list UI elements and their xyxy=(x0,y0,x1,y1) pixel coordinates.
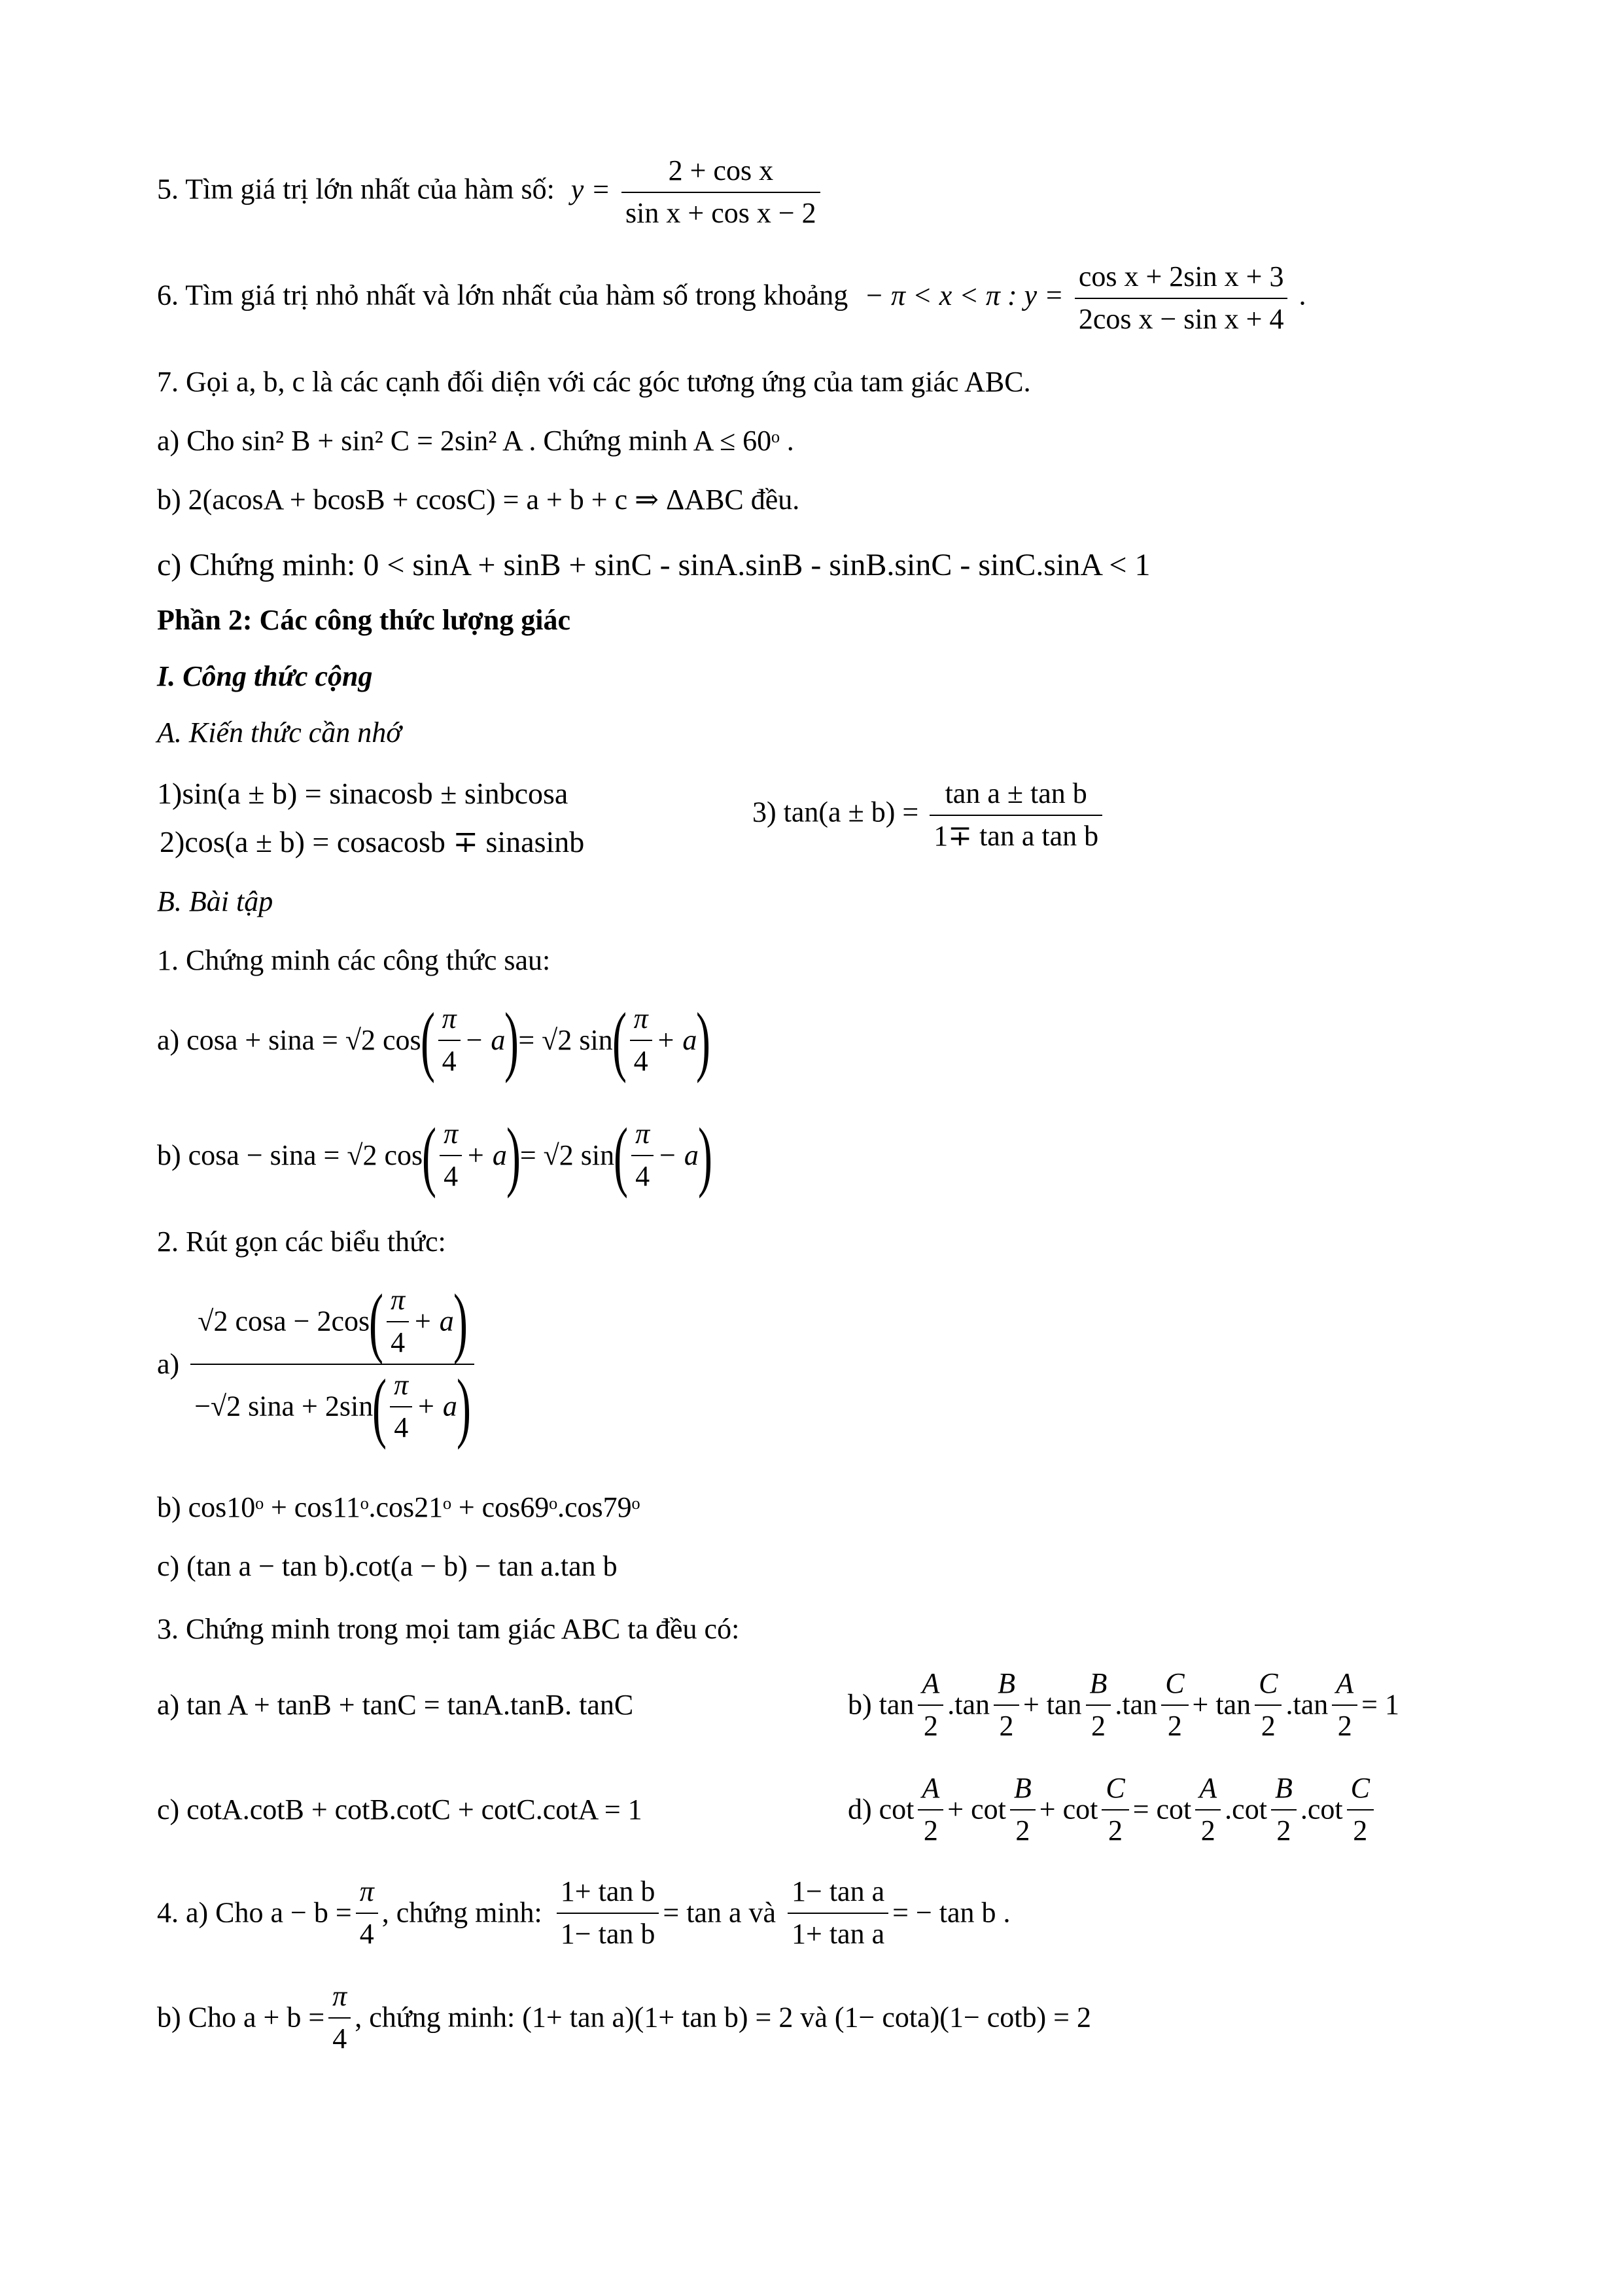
problem-7b: b) 2(acosA + bcosB + ccosC) = a + b + c ⇒ ΔABC đều. xyxy=(157,484,800,516)
exercise-1a-inner-1: − a xyxy=(464,1024,506,1056)
pi-over-4-fraction xyxy=(630,1002,652,1078)
pi-symbol: π xyxy=(356,1875,378,1914)
two-digit: 2 xyxy=(1108,1814,1123,1846)
problem-6-fraction xyxy=(1075,260,1288,336)
exercise-4a-fraction-1 xyxy=(557,1875,659,1951)
right-paren: ) xyxy=(506,1112,521,1199)
right-paren: ) xyxy=(453,1278,468,1365)
problem-7c: c) Chứng minh: 0 < sinA + sinB + sinC - sinA.sinB - sinB.sinC - sinC.sinA < 1 xyxy=(157,548,1151,582)
exercise-1a-inner-2: + a xyxy=(655,1024,697,1056)
four-digit: 4 xyxy=(394,1411,409,1443)
c-over-2-fraction xyxy=(1102,1772,1128,1847)
exercise-4a-pre: 4. a) Cho a − b = xyxy=(157,1896,352,1929)
exercise-4a xyxy=(157,1875,1011,1951)
a-over-2-fraction xyxy=(1332,1667,1357,1742)
formula-2: 2)cos(a ± b) = cosacosb ∓ sinasinb xyxy=(160,825,585,858)
two-digit: 2 xyxy=(1353,1814,1368,1846)
exercise-2: 2. Rút gọn các biểu thức: xyxy=(157,1226,446,1258)
pi-symbol: π xyxy=(328,1980,351,2019)
two-digit: 2 xyxy=(1015,1814,1030,1846)
tan-op: .tan xyxy=(1285,1688,1329,1721)
letter-c: C xyxy=(1347,1772,1374,1810)
exercise-3: 3. Chứng minh trong mọi tam giác ABC ta đều có: xyxy=(157,1613,740,1645)
pi-over-4-fraction xyxy=(328,1980,351,2055)
cot-op: .cot xyxy=(1300,1793,1343,1826)
problem-6 xyxy=(157,260,1306,336)
problem-6-denominator: 2cos x − sin x + 4 xyxy=(1078,302,1284,335)
two-digit: 2 xyxy=(999,1709,1014,1742)
formula-1: 1)sin(a ± b) = sinacosb ± sinbcosa xyxy=(157,777,568,810)
exercise-3d xyxy=(848,1772,1378,1847)
b-over-2-fraction xyxy=(994,1667,1019,1742)
a-over-2-fraction xyxy=(1195,1772,1221,1847)
problem-7a: a) Cho sin² B + sin² C = 2sin² A . Chứng minh A ≤ 60ᵒ . xyxy=(157,425,794,457)
exercise-2c: c) (tan a − tan b).cot(a − b) − tan a.tan b xyxy=(157,1550,618,1582)
right-paren: ) xyxy=(697,1112,712,1199)
exercise-3a: a) tan A + tanB + tanC = tanA.tanB. tanC xyxy=(157,1689,634,1721)
exercise-4a-result-1: = tan a và xyxy=(663,1896,777,1929)
left-paren: ( xyxy=(372,1363,387,1450)
exercise-1a xyxy=(157,997,711,1084)
exercise-2a-denominator-pre: −√2 sina + 2sin xyxy=(194,1390,374,1422)
exercise-1b xyxy=(157,1112,712,1199)
pi-over-4-fraction xyxy=(440,1118,462,1193)
b-over-2-fraction xyxy=(1010,1772,1036,1847)
tan-op: .tan xyxy=(1115,1688,1158,1721)
problem-5-fraction xyxy=(621,154,820,230)
exercise-1b-pre: b) cosa − sina = √2 cos xyxy=(157,1139,423,1171)
cot-op: .cot xyxy=(1225,1793,1267,1826)
problem-5-lhs: y = xyxy=(570,173,611,205)
exercise-4a-numerator-1: 1+ tan b xyxy=(557,1875,659,1914)
formula-3-lhs: 3) tan(a ± b) = xyxy=(752,796,919,828)
letter-b: B xyxy=(1010,1772,1036,1810)
two-digit: 2 xyxy=(1167,1709,1182,1742)
two-digit: 2 xyxy=(1337,1709,1352,1742)
exercise-3d-label: d) cot xyxy=(848,1793,915,1826)
pi-symbol: π xyxy=(390,1369,412,1407)
section-b-heading: B. Bài tập xyxy=(157,885,273,917)
two-digit: 2 xyxy=(1276,1814,1291,1846)
pi-over-4-fraction xyxy=(390,1369,412,1444)
pi-symbol: π xyxy=(438,1002,461,1041)
c-over-2-fraction xyxy=(1347,1772,1374,1847)
exercise-4a-numerator-2: 1− tan a xyxy=(788,1875,888,1914)
formula-3-numerator: tan a ± tan b xyxy=(930,777,1102,816)
exercise-1a-pre: a) cosa + sina = √2 cos xyxy=(157,1024,421,1056)
letter-b: B xyxy=(1086,1667,1111,1706)
exercise-4b-pre: b) Cho a + b = xyxy=(157,2001,325,2034)
problem-7: 7. Gọi a, b, c là các cạnh đối diện với các góc tương ứng của tam giác ABC. xyxy=(157,366,1031,398)
exercise-2a-label: a) xyxy=(157,1348,180,1380)
exercise-2a-fraction xyxy=(190,1278,474,1450)
four-digit: 4 xyxy=(332,2022,347,2055)
exercise-2a-numerator xyxy=(190,1278,474,1365)
b-over-2-fraction xyxy=(1086,1667,1111,1742)
four-digit: 4 xyxy=(633,1045,648,1077)
problem-6-lhs: y = xyxy=(1024,279,1064,311)
left-paren: ( xyxy=(369,1278,384,1365)
part-2-heading: Phần 2: Các công thức lượng giác xyxy=(157,604,571,636)
tan-op: + tan xyxy=(1022,1688,1082,1721)
problem-5-label: 5. Tìm giá trị lớn nhất của hàm số: xyxy=(157,173,555,205)
exercise-1b-inner-2: − a xyxy=(657,1139,699,1171)
a-over-2-fraction xyxy=(918,1667,943,1742)
letter-c: C xyxy=(1102,1772,1128,1810)
two-digit: 2 xyxy=(1200,1814,1215,1846)
exercise-4a-denominator-1: 1− tan b xyxy=(560,1917,655,1950)
exercise-3b-label: b) tan xyxy=(848,1688,915,1721)
right-paren: ) xyxy=(504,997,519,1084)
four-digit: 4 xyxy=(635,1160,650,1192)
two-digit: 2 xyxy=(923,1814,938,1846)
problem-5-denominator: sin x + cos x − 2 xyxy=(625,196,816,229)
section-i-heading: I. Công thức cộng xyxy=(157,660,373,692)
four-digit: 4 xyxy=(442,1045,457,1077)
right-paren: ) xyxy=(456,1363,471,1450)
letter-a: A xyxy=(918,1667,943,1706)
exercise-1b-inner-1: + a xyxy=(466,1139,507,1171)
problem-5-numerator: 2 + cos x xyxy=(621,154,820,193)
four-digit: 4 xyxy=(444,1160,459,1192)
exercise-2a-numerator-pre: √2 cosa − 2cos xyxy=(198,1305,370,1337)
left-paren: ( xyxy=(612,997,627,1084)
formula-3-fraction xyxy=(930,777,1102,853)
letter-a: A xyxy=(918,1772,943,1810)
two-digit: 2 xyxy=(1091,1709,1106,1742)
letter-c: C xyxy=(1161,1667,1188,1706)
left-paren: ( xyxy=(420,997,435,1084)
letter-b: B xyxy=(994,1667,1019,1706)
tan-op: .tan xyxy=(947,1688,990,1721)
left-paren: ( xyxy=(614,1112,629,1199)
exercise-4a-fraction-2 xyxy=(788,1875,888,1951)
problem-6-numerator: cos x + 2sin x + 3 xyxy=(1075,260,1288,299)
pi-symbol: π xyxy=(440,1118,462,1156)
section-a-heading: A. Kiến thức cần nhớ xyxy=(157,716,402,749)
cot-op: + cot xyxy=(947,1793,1006,1826)
pi-over-4-fraction xyxy=(631,1118,654,1193)
formula-3-denominator: 1∓ tan a tan b xyxy=(934,819,1099,852)
letter-a: A xyxy=(1195,1772,1221,1810)
formula-3 xyxy=(752,777,1106,853)
letter-b: B xyxy=(1271,1772,1297,1810)
c-over-2-fraction xyxy=(1255,1667,1282,1742)
problem-6-range: − π < x < π : xyxy=(864,279,1017,311)
exercise-3b-end: = 1 xyxy=(1361,1688,1399,1721)
letter-c: C xyxy=(1255,1667,1282,1706)
problem-6-end: . xyxy=(1299,279,1306,311)
right-paren: ) xyxy=(696,997,711,1084)
problem-5 xyxy=(157,154,824,230)
exercise-2a xyxy=(157,1278,478,1450)
pi-over-4-fraction xyxy=(387,1284,409,1359)
a-over-2-fraction xyxy=(918,1772,943,1847)
four-digit: 4 xyxy=(391,1326,406,1358)
exercise-4b-rest: , chứng minh: (1+ tan a)(1+ tan b) = 2 và (1− cota)(1− cotb) = 2 xyxy=(355,2001,1091,2034)
problem-6-label: 6. Tìm giá trị nhỏ nhất và lớn nhất của hàm số trong khoảng xyxy=(157,279,848,311)
pi-symbol: π xyxy=(630,1002,652,1041)
exercise-3b xyxy=(848,1667,1399,1742)
cot-op: = cot xyxy=(1132,1793,1192,1826)
exercise-4a-denominator-2: 1+ tan a xyxy=(792,1917,885,1950)
exercise-4a-result-2: = − tan b . xyxy=(892,1896,1011,1929)
two-digit: 2 xyxy=(1261,1709,1276,1742)
exercise-4a-mid: , chứng minh: xyxy=(381,1896,542,1929)
exercise-1b-mid: = √2 sin xyxy=(519,1139,615,1171)
b-over-2-fraction xyxy=(1271,1772,1297,1847)
left-paren: ( xyxy=(422,1112,437,1199)
tan-op: + tan xyxy=(1192,1688,1251,1721)
exercise-4b xyxy=(157,1980,1091,2055)
letter-a: A xyxy=(1332,1667,1357,1706)
pi-symbol: π xyxy=(631,1118,654,1156)
exercise-3c: c) cotA.cotB + cotB.cotC + cotC.cotA = 1 xyxy=(157,1793,642,1826)
exercise-2a-num-inner: + a xyxy=(413,1305,454,1337)
cot-op: + cot xyxy=(1039,1793,1098,1826)
exercise-2a-den-inner: + a xyxy=(416,1390,457,1422)
exercise-2b: b) cos10ᵒ + cos11ᵒ.cos21ᵒ + cos69ᵒ.cos79ᵒ xyxy=(157,1491,640,1523)
four-digit: 4 xyxy=(359,1917,374,1950)
exercise-1a-mid: = √2 sin xyxy=(518,1024,613,1056)
pi-symbol: π xyxy=(387,1284,409,1322)
c-over-2-fraction xyxy=(1161,1667,1188,1742)
exercise-2a-denominator xyxy=(190,1363,474,1450)
pi-over-4-fraction xyxy=(356,1875,378,1951)
two-digit: 2 xyxy=(923,1709,938,1742)
pi-over-4-fraction xyxy=(438,1002,461,1078)
exercise-1: 1. Chứng minh các công thức sau: xyxy=(157,944,551,976)
